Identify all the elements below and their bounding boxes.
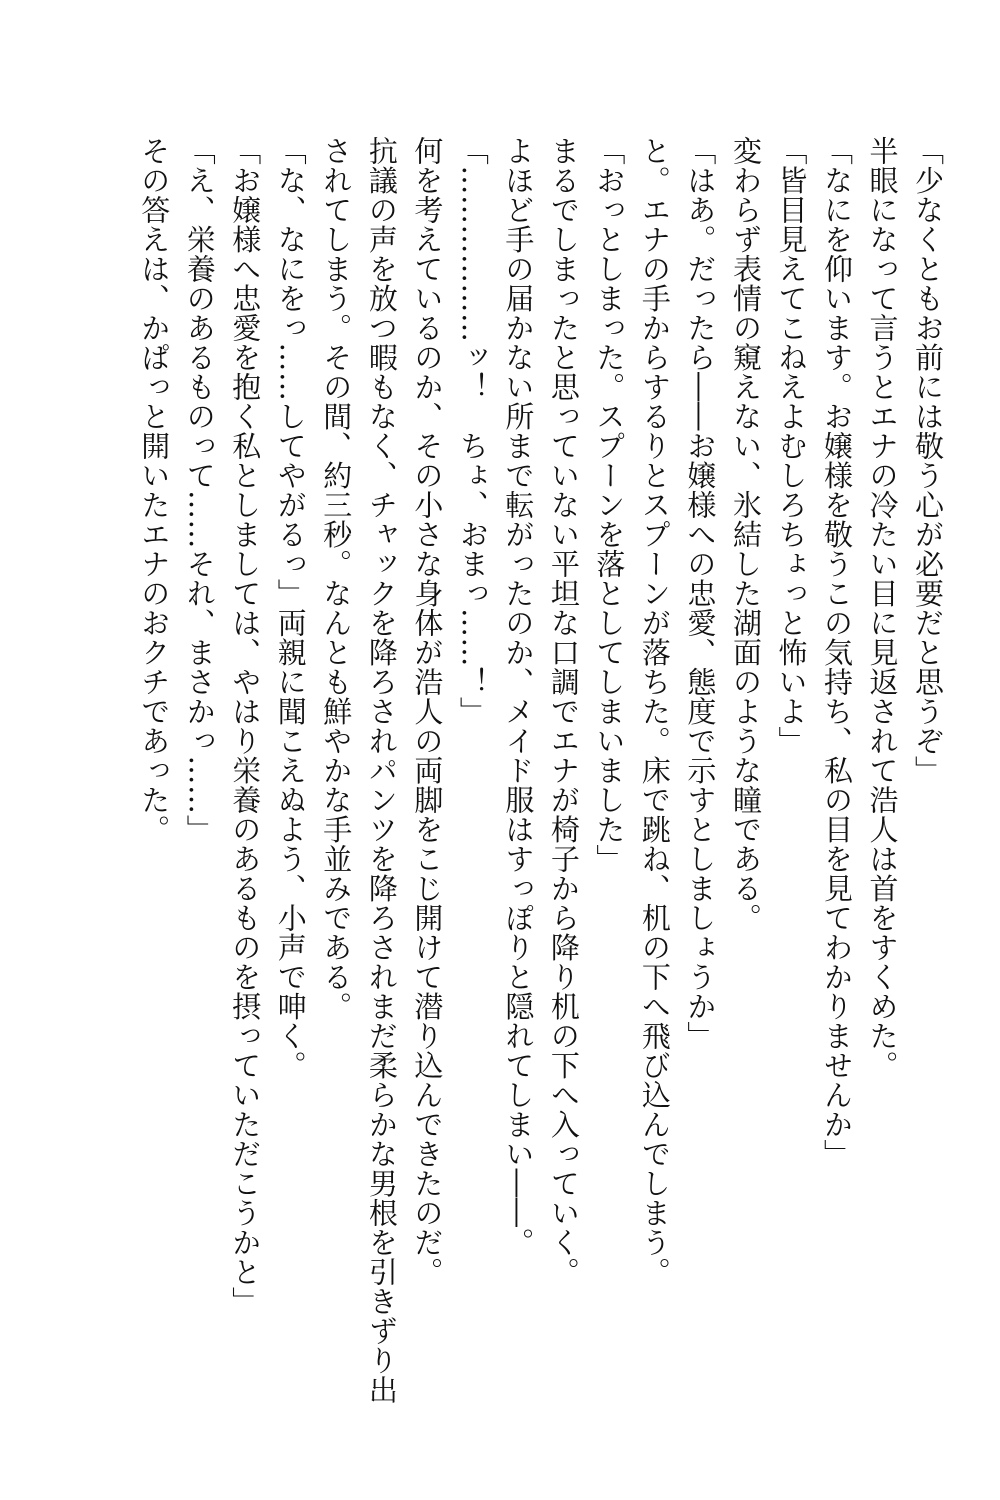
- text-line: 「少なくともお前には敬う心が必要だと思うぞ」: [911, 136, 945, 785]
- text-line: 「え、栄養のあるものって……それ、まさかっ……」: [182, 136, 217, 844]
- text-line: 「お嬢様へ忠愛を抱く私としましては、やはり栄養のあるものを摂っていただこうかと」: [228, 136, 263, 1316]
- text-line: 「皆目見えてこねえよむしろちょっと怖いよ」: [774, 136, 809, 756]
- text-line: その答えは、かぱっと開いたエナのおクチであった。: [137, 136, 172, 844]
- text-line: 「………………ッ！ ちょ、おまっ……！」: [455, 136, 490, 726]
- text-line: 半眼になって言うとエナの冷たい目に見返されて浩人は首をすくめた。: [865, 136, 900, 1080]
- text-line: と。エナの手からするりとスプーンが落ちた。床で跳ね、机の下へ飛び込んでしまう。: [637, 136, 672, 1287]
- text-line: 「なにを仰います。お嬢様を敬うこの気持ち、私の目を見てわかりませんか」: [819, 136, 854, 1169]
- text-line: 何を考えているのか、その小さな身体が浩人の両脚をこじ開けて潜り込んできたのだ。: [410, 136, 445, 1287]
- text-line: 抗議の声を放つ暇もなく、チャックを降ろされパンツを降ろされまだ柔らかな男根を引きずり出: [364, 136, 399, 1405]
- text-line: されてしまう。その間、約三秒。なんとも鮮やかな手並みである。: [319, 136, 354, 1021]
- text-line: まるでしまったと思っていない平坦な口調でエナが椅子から降り机の下へ入っていく。: [546, 136, 581, 1287]
- vertical-text-body: [50, 136, 950, 1405]
- text-line: 「はあ。だったら――お嬢様への忠愛、態度で示すとしましょうか」: [683, 136, 718, 1051]
- text-line: よほど手の届かない所まで転がったのか、メイド服はすっぽりと隠れてしまい――。: [501, 136, 536, 1257]
- text-line: 「おっとしまった。スプーンを落としてしまいました」: [592, 136, 627, 874]
- text-line: 変わらず表情の窺えない、氷結した湖面のような瞳である。: [728, 136, 763, 933]
- text-line: 「な、なにをっ……してやがるっ」両親に聞こえぬよう、小声で呻く。: [273, 136, 308, 1080]
